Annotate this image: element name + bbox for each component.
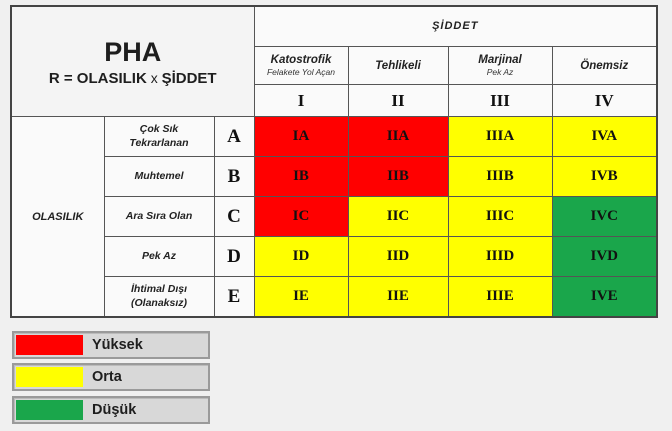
probability-label xyxy=(104,237,214,277)
risk-cell-iiie: IIIE xyxy=(448,277,552,318)
probability-label-line: Ara Sıra Olan xyxy=(125,209,193,222)
legend-label: Düşük xyxy=(92,402,137,418)
probability-label xyxy=(104,197,214,237)
risk-cell-iid: IID xyxy=(348,237,448,277)
matrix-row xyxy=(11,237,657,277)
legend-label: Yüksek xyxy=(92,337,143,353)
legend-item-low xyxy=(12,396,210,424)
risk-cell-ivd: IVD xyxy=(552,237,657,277)
probability-label-line: İhtimal Dışı xyxy=(130,283,187,296)
risk-cell-iia: IIA xyxy=(348,117,448,157)
severity-roman-4: IV xyxy=(552,85,657,117)
legend-item-medium xyxy=(12,363,210,391)
formula-severity: ŞİDDET xyxy=(161,70,217,88)
formula-probability: R = OLASILIK xyxy=(48,70,147,88)
risk-cell-iiia: IIIA xyxy=(448,117,552,157)
matrix-row xyxy=(11,157,657,197)
risk-cell-ivb: IVB xyxy=(552,157,657,197)
matrix-title xyxy=(11,6,254,117)
severity-name-label: Marjinal xyxy=(478,54,522,67)
severity-name-label: Tehlikeli xyxy=(375,59,421,72)
risk-cell-ivc: IVC xyxy=(552,197,657,237)
probability-label-line: (Olanaksız) xyxy=(130,296,188,309)
risk-cell-iiid: IIID xyxy=(448,237,552,277)
severity-name-sub: Pek Az xyxy=(486,67,514,78)
risk-matrix xyxy=(10,5,658,318)
probability-label xyxy=(104,117,214,157)
probability-label xyxy=(104,157,214,197)
legend-label: Orta xyxy=(92,369,122,385)
severity-name-sub: Felakete Yol Açan xyxy=(266,67,336,78)
legend-item-high xyxy=(12,331,210,359)
probability-letter: A xyxy=(214,117,254,157)
risk-cell-ie: IE xyxy=(254,277,348,318)
severity-roman-3: III xyxy=(448,85,552,117)
probability-letter: D xyxy=(214,237,254,277)
page-title: PHA xyxy=(104,36,162,67)
probability-label-line: Pek Az xyxy=(141,249,177,262)
probability-label-line: Tekrarlanan xyxy=(129,136,189,149)
legend-swatch-high xyxy=(16,335,83,355)
severity-name-3 xyxy=(448,46,552,85)
matrix-row xyxy=(11,117,657,157)
formula-times: x xyxy=(146,70,162,87)
legend-swatch-low xyxy=(16,400,83,420)
probability-label xyxy=(104,277,214,318)
probability-letter: B xyxy=(214,157,254,197)
probability-label-line: Muhtemel xyxy=(134,169,184,182)
risk-cell-iiic: IIIC xyxy=(448,197,552,237)
risk-cell-iva: IVA xyxy=(552,117,657,157)
severity-name-4 xyxy=(552,46,657,85)
legend-swatch-medium xyxy=(16,367,83,387)
severity-header: ŞİDDET xyxy=(254,6,657,46)
severity-name-1 xyxy=(254,46,348,85)
severity-roman-1: I xyxy=(254,85,348,117)
risk-cell-ib: IB xyxy=(254,157,348,197)
risk-cell-iic: IIC xyxy=(348,197,448,237)
severity-roman-2: II xyxy=(348,85,448,117)
severity-name-2 xyxy=(348,46,448,85)
probability-label-line: Çok Sık xyxy=(139,123,179,136)
risk-cell-id: ID xyxy=(254,237,348,277)
probability-letter: C xyxy=(214,197,254,237)
risk-cell-iiib: IIIB xyxy=(448,157,552,197)
risk-formula xyxy=(12,70,254,87)
risk-cell-ive: IVE xyxy=(552,277,657,318)
probability-header: OLASILIK xyxy=(11,117,104,318)
severity-name-label: Önemsiz xyxy=(580,59,629,72)
risk-cell-iie: IIE xyxy=(348,277,448,318)
probability-letter: E xyxy=(214,277,254,318)
matrix-row xyxy=(11,277,657,318)
risk-cell-ia: IA xyxy=(254,117,348,157)
severity-name-label: Katostrofik xyxy=(270,54,332,67)
risk-cell-ic: IC xyxy=(254,197,348,237)
matrix-row xyxy=(11,197,657,237)
risk-cell-iib: IIB xyxy=(348,157,448,197)
